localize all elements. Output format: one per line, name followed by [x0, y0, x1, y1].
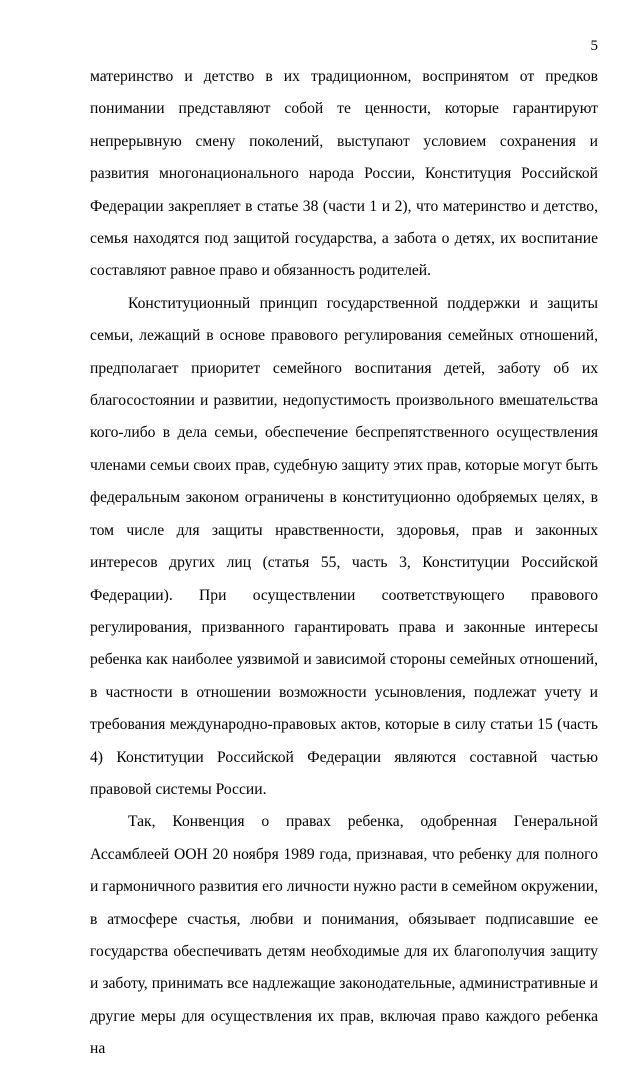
- paragraph-1: материнство и детство в их традиционном, воспринятом от предков понимании представляют собой те ценности, которые гарантируют непрерывную смену поколений, выступают условием сохранения и развития многонационального народа России, Конституция Российской Федерации закрепляет в статье 38 (части 1 и 2), что материнство и детство, семья находятся под защитой государства, а забота о детях, их воспитание составляют равное право и обязанность родителей.: [90, 68, 598, 280]
- body-text: [90, 61, 598, 1066]
- page-number: 5: [590, 38, 598, 54]
- paragraph-2: Конституционный принцип государственной поддержки и защиты семьи, лежащий в основе правового регулирования семейных отношений, предполагает приоритет семейного воспитания детей, заботу об их благосостоянии и развитии, недопустимость произвольного вмешательства кого-либо в дела семьи, обеспечение беспрепятственного осуществления членами семьи своих прав, судебную защиту этих прав, которые могут быть федеральным законом ограничены в конституционно одобряемых целях, в том числе для защиты нравственности, здоровья, прав и законных интересов других лиц (статья 55, часть 3, Конституции Российской Федерации). При осуществлении соответствующего правового регулирования, призванного гарантировать права и законные интересы ребенка как наиболее уязвимой и зависимой стороны семейных отношений, в частности в отношении возможности усыновления, подлежат учету и требования международно-правовых актов, которые в силу статьи 15 (часть 4) Конституции Российской Федерации являются составной частью правовой системы России.: [90, 294, 598, 798]
- paragraph-3: Так, Конвенция о правах ребенка, одобренная Генеральной Ассамблеей ООН 20 ноября 1989 года, признавая, что ребенку для полного и гармоничного развития его личности нужно расти в семейном окружении, в атмосфере счастья, любви и понимания, обязывает подписавшие ее государства обеспечивать детям необходимые для их благополучия защиту и заботу, принимать все надлежащие законодательные, административные и другие меры для осуществления их прав, включая право каждого ребенка на: [90, 813, 598, 1058]
